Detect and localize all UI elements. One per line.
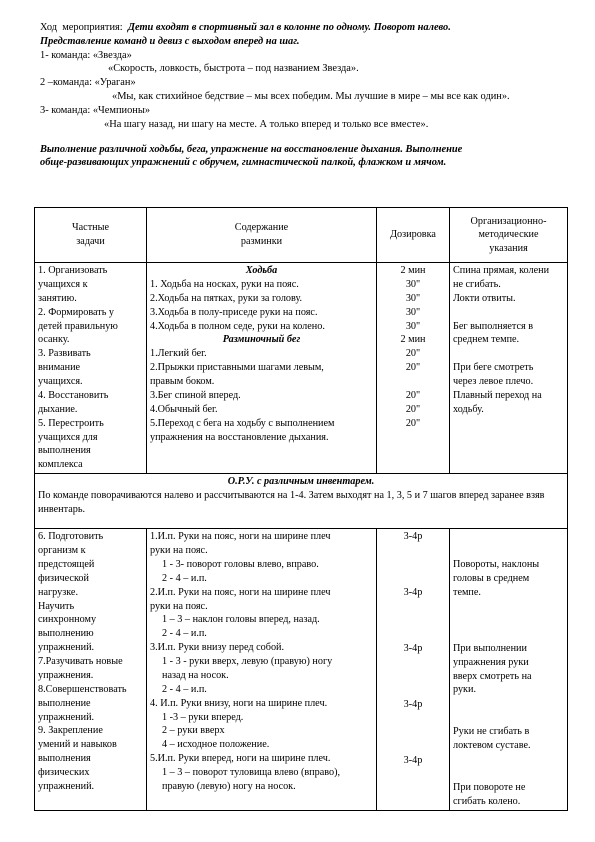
- text-line: 30": [405, 278, 421, 290]
- exec-line-1: Выполнение различной ходьбы, бега, упражнение на восстановление дыхания. Выполнение: [40, 143, 463, 155]
- text-line: через левое плечо.: [453, 376, 534, 387]
- text-line: сгибать колено.: [453, 795, 521, 807]
- text-line: темпе.: [453, 586, 481, 598]
- text-line: Спина прямая, колени: [453, 265, 550, 276]
- table-header-row: [35, 208, 568, 263]
- text-line: головы в среднем: [453, 573, 530, 584]
- text-line: Руки не сгибать в: [453, 726, 530, 738]
- exercise-2: [150, 586, 373, 642]
- text-line: назад на носок.: [162, 669, 229, 681]
- text-line: учащихся.: [38, 376, 83, 387]
- text-line: выполнения: [38, 753, 91, 765]
- oru-title: О.Р.У. с различным инвентарем.: [227, 476, 375, 488]
- text-line: 1 -3 – руки вперед.: [162, 711, 244, 723]
- text-line: 8.Совершенствовать: [38, 683, 127, 695]
- text-line: При беге смотреть: [453, 362, 534, 374]
- intro-line-2: Представление команд и девиз с выходом вперед на шаг.: [40, 35, 300, 47]
- text-line: 1. Организовать: [38, 265, 108, 276]
- text-line: Плавный переход на: [453, 389, 542, 401]
- text-line: правую (левую) ногу на носок.: [162, 780, 296, 792]
- text-line: 2.Ходьба на пятках, руки за голову.: [150, 292, 303, 304]
- notes-list: [453, 264, 564, 417]
- text-line: нагрузке.: [38, 586, 78, 598]
- text-line: 30": [405, 306, 421, 318]
- header-tasks-text: Частные задачи: [72, 222, 109, 247]
- text-line: не сгибать.: [453, 278, 501, 290]
- text-line: 4. И.п. Руки внизу, ноги на ширине плеч.: [150, 697, 328, 709]
- oru-cell: [35, 474, 568, 529]
- text-line: физической: [38, 572, 89, 584]
- lesson-table: [34, 207, 568, 811]
- table-row-exercises: [35, 529, 568, 811]
- text-line: внимание: [38, 362, 81, 374]
- text-line: 1. Ходьба на носках, руки на пояс.: [150, 278, 299, 290]
- text-line: [453, 306, 564, 320]
- text-line: 4.Ходьба в полном седе, руки на колено.: [150, 320, 325, 332]
- text-line: занятию.: [38, 292, 77, 304]
- text-line: среднем темпе.: [453, 334, 520, 346]
- dosage-cell: [377, 263, 450, 474]
- exercise-4: [150, 697, 373, 753]
- exercise-1: [150, 530, 373, 586]
- text-line: 1 - 3- поворот головы влево, вправо.: [162, 558, 319, 570]
- text-line: физических: [38, 767, 90, 778]
- header-notes-text: Организационно- методические указания: [470, 215, 547, 254]
- text-line: Научить: [38, 600, 75, 612]
- text-line: 3. Развивать: [38, 348, 91, 360]
- text-line: синхронному: [38, 614, 97, 626]
- text-line: умений и навыков: [38, 739, 117, 751]
- header-notes: [450, 208, 568, 263]
- text-line: При выполнении: [453, 642, 527, 654]
- oru-text: По команде поворачиваются налево и рассчитываются на 1-4. Затем выходят на 1, 3, 5 и 7 шагов вперед заранее взяв инвентарь.: [38, 490, 545, 515]
- intro-entry: Дети входят в спортивный зал в колонне по одному. Поворот налево.: [127, 22, 451, 33]
- text-line: 3.Ходьба в полу-приседе руки на пояс.: [150, 306, 318, 318]
- intro-block: [40, 21, 565, 170]
- text-line: [380, 375, 446, 389]
- team-2-motto: «Мы, как стихийное бедствие – мы всех победим. Мы лучшие в мире – мы все как один».: [112, 91, 510, 103]
- tasks-cell-2: [35, 529, 147, 811]
- text-line: 1 – 3 – поворот туловища влево (вправо),: [162, 767, 341, 778]
- tasks-cell: [35, 263, 147, 474]
- text-line: ходьбу.: [453, 403, 484, 415]
- text-line: 1.Легкий бег.: [150, 348, 207, 360]
- text-line: 2 - 4 – и.п.: [162, 683, 207, 695]
- text-line: упражнения руки: [453, 656, 529, 668]
- text-line: 30": [405, 292, 421, 304]
- text-line: 4.Обычный бег.: [150, 403, 218, 415]
- table-row-warmup: [35, 263, 568, 474]
- header-dosage-text: Дозировка: [390, 229, 436, 241]
- text-line: учащихся к: [38, 278, 88, 290]
- run-list: [150, 347, 373, 444]
- text-line: выполнение: [38, 697, 91, 709]
- text-line: руки.: [453, 684, 477, 696]
- intro-label: Ход мероприятия:: [40, 22, 128, 33]
- team-3-motto: «На шагу назад, ни шагу на месте. А только вперед и только все вместе».: [104, 118, 429, 130]
- header-content: [147, 208, 377, 263]
- text-line: локтевом суставе.: [453, 740, 531, 752]
- text-line: 1 - 3 - руки вверх, левую (правую) ногу: [162, 656, 333, 667]
- team-3: 3- команда: «Чемпионы»: [40, 104, 151, 116]
- text-line: 7.Разучивать новые: [38, 656, 123, 667]
- text-line: правым боком.: [150, 376, 215, 387]
- text-line: 20": [405, 362, 421, 374]
- text-line: 6. Подготовить: [38, 531, 104, 543]
- text-line: 1 – 3 – наклон головы вперед, назад.: [162, 614, 320, 626]
- header-dosage: [377, 208, 450, 263]
- text-line: 2 мин: [400, 334, 426, 346]
- text-line: выполнения: [38, 445, 91, 457]
- exercise-5: [150, 752, 373, 794]
- text-line: 4. Восстановить: [38, 389, 109, 401]
- text-line: выполнению: [38, 628, 94, 640]
- text-line: предстоящей: [38, 558, 95, 570]
- text-line: организм к: [38, 545, 86, 556]
- text-line: учащихся для: [38, 431, 98, 443]
- text-line: Повороты, наклоны: [453, 559, 540, 571]
- text-line: упражнений.: [38, 780, 95, 792]
- text-line: 2 - 4 – и.п.: [162, 572, 207, 584]
- text-line: [453, 347, 564, 361]
- text-line: вверх смотреть на: [453, 670, 532, 682]
- tasks-list-2: [38, 530, 143, 794]
- notes-cell: [450, 263, 568, 474]
- dose-ex-1: 3-4р: [403, 531, 423, 543]
- header-tasks: [35, 208, 147, 263]
- team-1: 1- команда: «Звезда»: [40, 49, 132, 61]
- text-line: 5.И.п. Руки вперед, ноги на ширине плеч.: [150, 753, 331, 765]
- text-line: упражнения на восстановление дыхания.: [150, 431, 329, 443]
- text-line: 2.И.п. Руки на пояс, ноги на ширине плеч: [150, 586, 331, 598]
- notes-ex-1: [453, 558, 564, 600]
- text-line: комплекса: [38, 459, 83, 471]
- text-line: 30": [405, 320, 421, 332]
- text-line: 20": [405, 389, 421, 401]
- table-row-oru: [35, 474, 568, 529]
- content-cell: [147, 263, 377, 474]
- text-line: 3.И.п. Руки внизу перед собой.: [150, 642, 285, 654]
- team-1-motto: «Скорость, ловкость, быстрота – под названием Звезда».: [108, 63, 359, 75]
- notes-cell-2: [450, 529, 568, 811]
- team-2: 2 –команда: «Ураган»: [40, 77, 136, 89]
- text-line: 2 - 4 – и.п.: [162, 628, 207, 640]
- text-line: руки на пояс.: [150, 545, 208, 556]
- dosage-cell-2: [377, 529, 450, 811]
- text-line: детей правильную: [38, 320, 118, 332]
- text-line: упражнений.: [38, 711, 95, 723]
- intro-line-1: [40, 21, 565, 35]
- text-line: 2 мин: [400, 265, 426, 276]
- text-line: 20": [405, 417, 421, 429]
- text-line: 20": [405, 348, 421, 360]
- walk-list: [150, 278, 373, 334]
- text-line: 2. Формировать у: [38, 306, 115, 318]
- dose-ex-3: 3-4р: [403, 642, 423, 654]
- exercise-3: [150, 641, 373, 697]
- run-title: Разминочный бег: [222, 334, 301, 346]
- text-line: При повороте не: [453, 782, 526, 793]
- text-line: 1.И.п. Руки на пояс, ноги на ширине плеч: [150, 531, 331, 543]
- text-line: упражнения.: [38, 669, 94, 681]
- text-line: 4 – исходное положение.: [162, 739, 270, 751]
- text-line: осанку.: [38, 334, 70, 346]
- dose-ex-5: 3-4р: [403, 754, 423, 766]
- text-line: руки на пояс.: [150, 600, 208, 612]
- text-line: Локти отвиты.: [453, 292, 516, 304]
- dose-ex-4: 3-4р: [403, 698, 423, 710]
- text-line: 9. Закрепление: [38, 725, 103, 737]
- text-line: Бег выполняется в: [453, 320, 534, 332]
- text-line: 20": [405, 403, 421, 415]
- tasks-list: [38, 264, 143, 472]
- dose-ex-2: 3-4р: [403, 587, 423, 598]
- header-content-text: Содержание разминки: [234, 222, 289, 247]
- walk-title: Ходьба: [245, 265, 278, 276]
- text-line: 2 – руки вверх: [162, 725, 225, 737]
- exercise-cell: [147, 529, 377, 811]
- dose-run-list: [380, 333, 446, 430]
- notes-ex-3: [453, 725, 564, 753]
- text-line: 3.Бег спиной вперед.: [150, 389, 241, 401]
- text-line: упражнений.: [38, 642, 95, 654]
- text-line: дыхание.: [38, 403, 78, 415]
- text-line: 2.Прыжки приставными шагами левым,: [150, 362, 324, 374]
- exec-line-2: обще-развивающих упражнений с обручем, гимнастической палкой, флажком и мячом.: [40, 157, 447, 169]
- notes-ex-4: [453, 781, 564, 809]
- notes-ex-2: [453, 642, 564, 698]
- text-line: 5.Переход с бега на ходьбу с выполнением: [150, 417, 335, 429]
- text-line: 5. Перестроить: [38, 417, 104, 429]
- dose-walk-list: [380, 264, 446, 333]
